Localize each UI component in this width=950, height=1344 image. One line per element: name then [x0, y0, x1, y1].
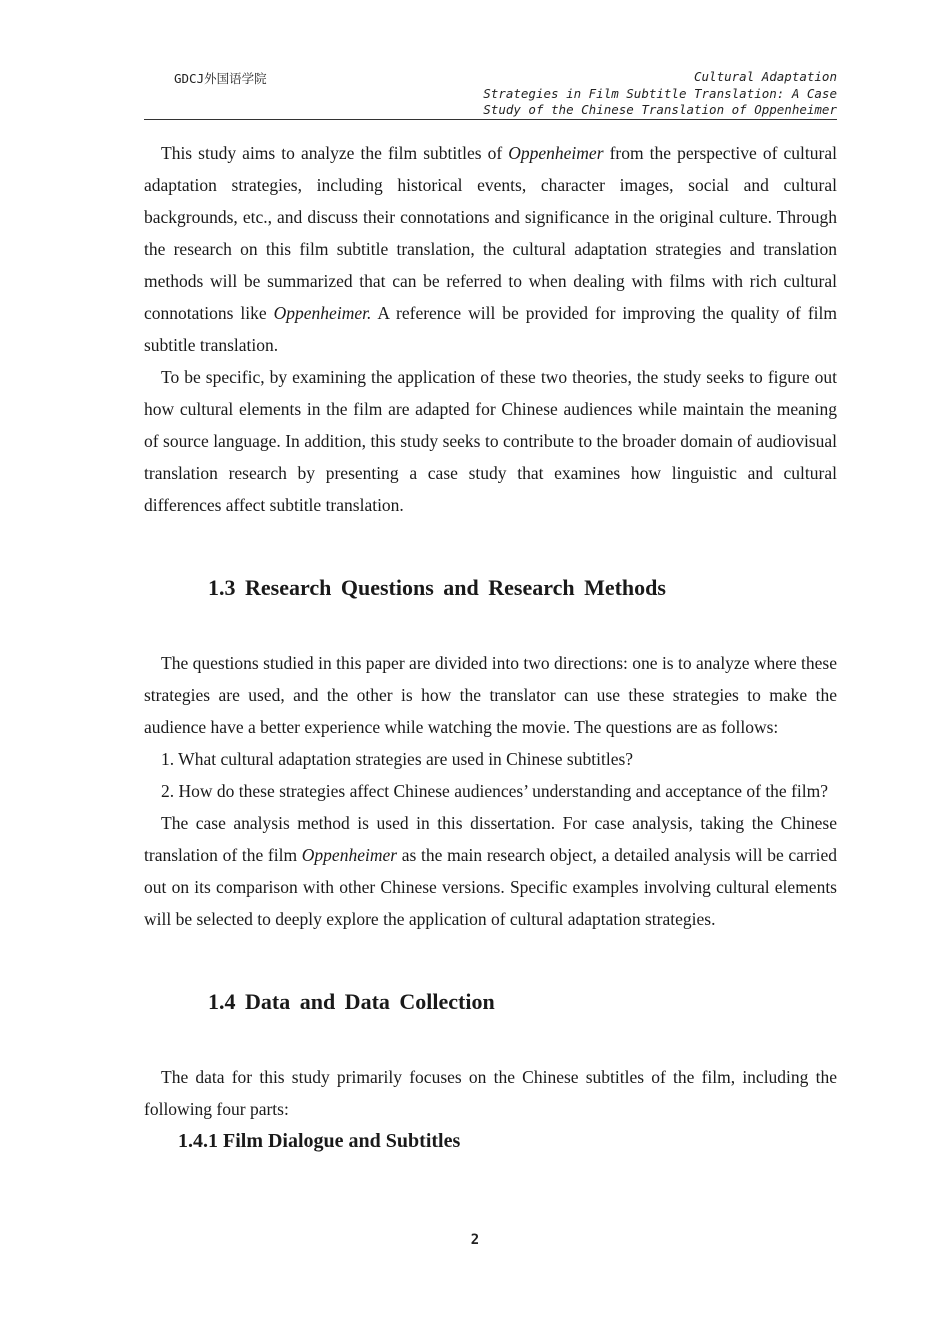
header-title	[483, 69, 837, 119]
film-title: Oppenheimer	[508, 143, 604, 163]
intro-paragraph-1	[144, 137, 837, 361]
section-heading-1-4: 1.4 Data and Data Collection	[208, 989, 495, 1014]
header-title-line-1: Cultural Adaptation	[694, 69, 837, 84]
film-title: Oppenheimer	[301, 845, 398, 865]
page-number: 2	[470, 1232, 480, 1248]
text-run: The case analysis method is used in this dissertation. For case analysis, taking the Chinese translation of the film	[144, 813, 837, 865]
text-run: from the perspective of cultural adaptation strategies, including historical events, character images, social and cultural backgrounds, etc., and discuss their connotations and significance in the original culture. Through the research on this film subtitle translation, the cultural adaptation strategies and translation methods will be summarized that can be referred to when dealing with films with rich cultural connotations like	[144, 143, 837, 323]
text-run: as the main research object, a detailed analysis will be carried out on its comparison with other Chinese versions. Specific examples involving cultural elements will be selected to deeply explore the application of cultural adaptation strategies.	[144, 845, 837, 929]
header-title-line-2: Strategies in Film Subtitle Translation: A Case	[483, 85, 837, 101]
text-run: A reference will be provided for improving the quality of film subtitle translation.	[144, 303, 837, 355]
header-divider	[144, 119, 837, 120]
page-body	[144, 137, 837, 1157]
research-questions-paragraph: The questions studied in this paper are divided into two directions: one is to analyze where these strategies are used, and the other is how the translator can use these strategies to make the audience have a better experience while watching the movie. The questions are as follows:	[144, 653, 837, 737]
text-run: This study aims to analyze the film subtitles of	[161, 143, 509, 163]
research-question-1: 1. What cultural adaptation strategies are used in Chinese subtitles?	[161, 749, 634, 769]
header-institution: GDCJ外国语学院	[174, 71, 267, 86]
header-title-line-3: Study of the Chinese Translation of Oppenheimer	[483, 102, 837, 117]
data-collection-paragraph: The data for this study primarily focuses on the Chinese subtitles of the film, including the following four parts:	[144, 1067, 837, 1119]
film-title: Oppenheimer.	[273, 303, 372, 323]
research-method-paragraph	[144, 807, 837, 935]
research-question-2: 2. How do these strategies affect Chinese audiences’ understanding and acceptance of the film?	[161, 781, 829, 801]
subsection-heading-1-4-1: 1.4.1 Film Dialogue and Subtitles	[178, 1130, 461, 1152]
section-heading-1-3: 1.3 Research Questions and Research Methods	[208, 575, 666, 600]
intro-paragraph-2: To be specific, by examining the application of these two theories, the study seeks to figure out how cultural elements in the film are adapted for Chinese audiences while maintain the meaning of source language. In addition, this study seeks to contribute to the broader domain of audiovisual translation research by presenting a case study that examines how linguistic and cultural differences affect subtitle translation.	[144, 367, 837, 515]
